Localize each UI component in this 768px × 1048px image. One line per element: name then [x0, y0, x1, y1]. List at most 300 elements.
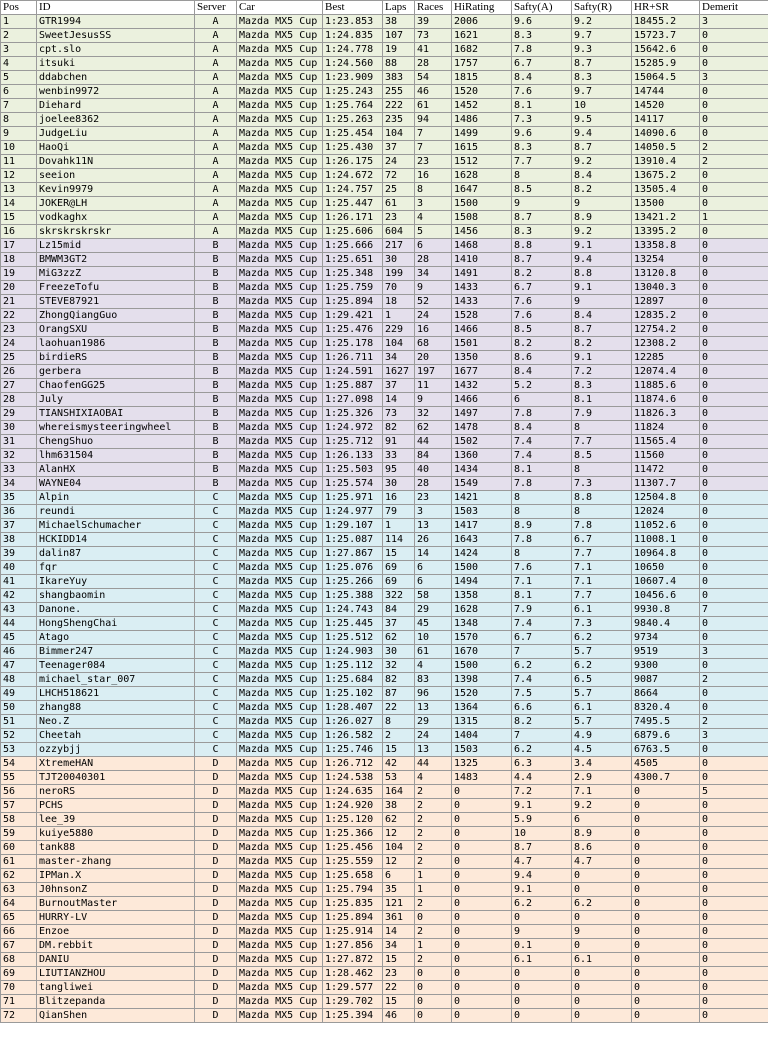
cell-car: Mazda MX5 Cup	[237, 351, 323, 365]
cell-hirating: 1500	[452, 561, 512, 575]
cell-hr-sr: 0	[632, 925, 700, 939]
cell-best: 1:26.027	[323, 715, 383, 729]
cell-id: HaoQi	[37, 141, 195, 155]
cell-safty-a: 8	[512, 491, 572, 505]
cell-demerit: 0	[700, 939, 768, 953]
table-row	[1, 477, 768, 491]
cell-best: 1:25.445	[323, 617, 383, 631]
cell-id: JOKER@LH	[37, 197, 195, 211]
cell-id: ZhongQiangGuo	[37, 309, 195, 323]
cell-safty-r: 7.1	[572, 785, 632, 799]
cell-hirating: 1432	[452, 379, 512, 393]
cell-pos: 41	[1, 575, 37, 589]
cell-demerit: 0	[700, 953, 768, 967]
cell-safty-r: 5.7	[572, 645, 632, 659]
cell-safty-r: 0	[572, 911, 632, 925]
cell-server: C	[195, 561, 237, 575]
cell-demerit: 0	[700, 561, 768, 575]
cell-id: MiG3zzZ	[37, 267, 195, 281]
cell-safty-a: 6.2	[512, 743, 572, 757]
cell-pos: 29	[1, 407, 37, 421]
cell-server: B	[195, 239, 237, 253]
cell-laps: 22	[383, 701, 415, 715]
table-row	[1, 155, 768, 169]
cell-safty-r: 6.2	[572, 897, 632, 911]
cell-hr-sr: 15642.6	[632, 43, 700, 57]
cell-hirating: 1364	[452, 701, 512, 715]
cell-laps: 383	[383, 71, 415, 85]
cell-car: Mazda MX5 Cup	[237, 561, 323, 575]
cell-safty-a: 7.9	[512, 603, 572, 617]
cell-server: B	[195, 281, 237, 295]
table-row	[1, 127, 768, 141]
cell-laps: 91	[383, 435, 415, 449]
cell-races: 6	[415, 561, 452, 575]
cell-hirating: 1647	[452, 183, 512, 197]
table-row	[1, 841, 768, 855]
cell-hirating: 1628	[452, 169, 512, 183]
cell-pos: 33	[1, 463, 37, 477]
cell-hirating: 1499	[452, 127, 512, 141]
cell-races: 44	[415, 435, 452, 449]
table-row	[1, 799, 768, 813]
cell-laps: 25	[383, 183, 415, 197]
cell-car: Mazda MX5 Cup	[237, 491, 323, 505]
cell-best: 1:25.764	[323, 99, 383, 113]
cell-best: 1:25.476	[323, 323, 383, 337]
cell-laps: 104	[383, 337, 415, 351]
cell-car: Mazda MX5 Cup	[237, 967, 323, 981]
cell-demerit: 0	[700, 309, 768, 323]
cell-pos: 10	[1, 141, 37, 155]
cell-hirating: 1815	[452, 71, 512, 85]
cell-safty-a: 8.7	[512, 841, 572, 855]
cell-id: XtremeHAN	[37, 757, 195, 771]
cell-hr-sr: 11874.6	[632, 393, 700, 407]
cell-hirating: 0	[452, 841, 512, 855]
cell-server: D	[195, 827, 237, 841]
cell-races: 1	[415, 939, 452, 953]
cell-safty-a: 6.3	[512, 757, 572, 771]
column-header-best: Best	[323, 1, 383, 15]
cell-hirating: 0	[452, 813, 512, 827]
cell-car: Mazda MX5 Cup	[237, 687, 323, 701]
cell-demerit: 0	[700, 239, 768, 253]
cell-hirating: 1350	[452, 351, 512, 365]
cell-safty-r: 8.8	[572, 491, 632, 505]
cell-pos: 54	[1, 757, 37, 771]
cell-demerit: 0	[700, 435, 768, 449]
cell-laps: 88	[383, 57, 415, 71]
cell-races: 8	[415, 183, 452, 197]
cell-safty-a: 9.1	[512, 883, 572, 897]
cell-safty-a: 8.2	[512, 337, 572, 351]
cell-best: 1:24.635	[323, 785, 383, 799]
cell-safty-r: 6.1	[572, 701, 632, 715]
cell-server: D	[195, 799, 237, 813]
cell-car: Mazda MX5 Cup	[237, 813, 323, 827]
cell-best: 1:26.133	[323, 449, 383, 463]
cell-car: Mazda MX5 Cup	[237, 15, 323, 29]
table-row	[1, 827, 768, 841]
cell-safty-r: 5.7	[572, 715, 632, 729]
cell-server: A	[195, 211, 237, 225]
cell-best: 1:25.651	[323, 253, 383, 267]
cell-best: 1:23.853	[323, 15, 383, 29]
cell-demerit: 0	[700, 197, 768, 211]
cell-races: 73	[415, 29, 452, 43]
cell-pos: 53	[1, 743, 37, 757]
cell-safty-a: 8.1	[512, 589, 572, 603]
cell-safty-a: 8.4	[512, 421, 572, 435]
cell-best: 1:25.887	[323, 379, 383, 393]
cell-demerit: 0	[700, 533, 768, 547]
cell-hr-sr: 11885.6	[632, 379, 700, 393]
cell-races: 29	[415, 715, 452, 729]
cell-races: 13	[415, 743, 452, 757]
cell-safty-r: 9.2	[572, 155, 632, 169]
cell-laps: 82	[383, 421, 415, 435]
cell-pos: 8	[1, 113, 37, 127]
cell-best: 1:25.120	[323, 813, 383, 827]
cell-races: 2	[415, 785, 452, 799]
cell-car: Mazda MX5 Cup	[237, 449, 323, 463]
cell-server: A	[195, 197, 237, 211]
cell-races: 9	[415, 281, 452, 295]
cell-demerit: 2	[700, 715, 768, 729]
cell-safty-r: 9	[572, 925, 632, 939]
cell-safty-a: 7.6	[512, 295, 572, 309]
cell-id: LHCH518621	[37, 687, 195, 701]
cell-best: 1:25.658	[323, 869, 383, 883]
cell-car: Mazda MX5 Cup	[237, 841, 323, 855]
cell-hirating: 1434	[452, 463, 512, 477]
table-row	[1, 365, 768, 379]
cell-server: A	[195, 183, 237, 197]
cell-safty-a: 8.4	[512, 71, 572, 85]
table-row	[1, 533, 768, 547]
cell-safty-r: 8.7	[572, 57, 632, 71]
cell-id: DM.rebbit	[37, 939, 195, 953]
table-row	[1, 715, 768, 729]
cell-best: 1:24.972	[323, 421, 383, 435]
cell-pos: 47	[1, 659, 37, 673]
cell-demerit: 0	[700, 393, 768, 407]
cell-pos: 42	[1, 589, 37, 603]
table-row	[1, 855, 768, 869]
table-row	[1, 323, 768, 337]
cell-hirating: 1508	[452, 211, 512, 225]
cell-pos: 1	[1, 15, 37, 29]
cell-hr-sr: 11307.7	[632, 477, 700, 491]
cell-server: C	[195, 603, 237, 617]
cell-server: D	[195, 771, 237, 785]
cell-id: HCKIDD14	[37, 533, 195, 547]
cell-demerit: 2	[700, 673, 768, 687]
cell-laps: 12	[383, 855, 415, 869]
cell-pos: 16	[1, 225, 37, 239]
cell-laps: 38	[383, 799, 415, 813]
cell-best: 1:23.909	[323, 71, 383, 85]
cell-laps: 15	[383, 743, 415, 757]
cell-server: C	[195, 589, 237, 603]
cell-hirating: 1528	[452, 309, 512, 323]
cell-id: OrangSXU	[37, 323, 195, 337]
cell-car: Mazda MX5 Cup	[237, 771, 323, 785]
table-row	[1, 995, 768, 1009]
cell-pos: 43	[1, 603, 37, 617]
cell-car: Mazda MX5 Cup	[237, 29, 323, 43]
cell-id: STEVE87921	[37, 295, 195, 309]
cell-car: Mazda MX5 Cup	[237, 435, 323, 449]
cell-best: 1:29.107	[323, 519, 383, 533]
cell-safty-r: 9.2	[572, 225, 632, 239]
table-row	[1, 547, 768, 561]
cell-car: Mazda MX5 Cup	[237, 743, 323, 757]
cell-hr-sr: 13120.8	[632, 267, 700, 281]
cell-races: 34	[415, 267, 452, 281]
cell-hr-sr: 0	[632, 967, 700, 981]
cell-hirating: 1670	[452, 645, 512, 659]
cell-races: 24	[415, 309, 452, 323]
cell-safty-r: 9	[572, 295, 632, 309]
cell-best: 1:25.503	[323, 463, 383, 477]
cell-best: 1:28.462	[323, 967, 383, 981]
cell-safty-a: 8.3	[512, 225, 572, 239]
cell-id: lhm631504	[37, 449, 195, 463]
cell-pos: 48	[1, 673, 37, 687]
cell-pos: 24	[1, 337, 37, 351]
cell-server: A	[195, 127, 237, 141]
cell-server: B	[195, 477, 237, 491]
cell-safty-r: 7.7	[572, 589, 632, 603]
cell-laps: 35	[383, 883, 415, 897]
column-header-id: ID	[37, 1, 195, 15]
cell-safty-r: 7.3	[572, 477, 632, 491]
cell-hr-sr: 13254	[632, 253, 700, 267]
cell-best: 1:27.872	[323, 953, 383, 967]
cell-car: Mazda MX5 Cup	[237, 1009, 323, 1023]
cell-car: Mazda MX5 Cup	[237, 155, 323, 169]
cell-pos: 4	[1, 57, 37, 71]
cell-safty-a: 8	[512, 169, 572, 183]
cell-laps: 1	[383, 519, 415, 533]
cell-demerit: 0	[700, 127, 768, 141]
cell-races: 32	[415, 407, 452, 421]
cell-pos: 17	[1, 239, 37, 253]
cell-server: D	[195, 939, 237, 953]
cell-pos: 70	[1, 981, 37, 995]
cell-pos: 72	[1, 1009, 37, 1023]
cell-hirating: 1549	[452, 477, 512, 491]
cell-pos: 39	[1, 547, 37, 561]
cell-races: 24	[415, 729, 452, 743]
cell-races: 94	[415, 113, 452, 127]
cell-demerit: 0	[700, 267, 768, 281]
cell-safty-a: 7.8	[512, 43, 572, 57]
cell-id: master-zhang	[37, 855, 195, 869]
cell-pos: 66	[1, 925, 37, 939]
cell-races: 1	[415, 869, 452, 883]
cell-hirating: 1325	[452, 757, 512, 771]
cell-hr-sr: 12835.2	[632, 309, 700, 323]
cell-safty-a: 7.4	[512, 435, 572, 449]
cell-hr-sr: 9840.4	[632, 617, 700, 631]
cell-laps: 62	[383, 813, 415, 827]
table-row	[1, 407, 768, 421]
cell-hr-sr: 9519	[632, 645, 700, 659]
table-row	[1, 253, 768, 267]
cell-server: A	[195, 29, 237, 43]
cell-laps: 79	[383, 505, 415, 519]
cell-races: 96	[415, 687, 452, 701]
cell-pos: 3	[1, 43, 37, 57]
cell-server: A	[195, 155, 237, 169]
cell-safty-a: 6.2	[512, 897, 572, 911]
cell-server: C	[195, 729, 237, 743]
cell-best: 1:29.421	[323, 309, 383, 323]
cell-races: 2	[415, 827, 452, 841]
cell-best: 1:25.712	[323, 435, 383, 449]
cell-hirating: 0	[452, 925, 512, 939]
cell-demerit: 0	[700, 841, 768, 855]
cell-demerit: 1	[700, 211, 768, 225]
cell-laps: 30	[383, 477, 415, 491]
cell-demerit: 0	[700, 407, 768, 421]
cell-laps: 70	[383, 281, 415, 295]
cell-id: QianShen	[37, 1009, 195, 1023]
cell-id: Alpin	[37, 491, 195, 505]
cell-hirating: 1424	[452, 547, 512, 561]
cell-safty-a: 8.3	[512, 141, 572, 155]
cell-races: 40	[415, 463, 452, 477]
cell-car: Mazda MX5 Cup	[237, 799, 323, 813]
cell-best: 1:24.538	[323, 771, 383, 785]
cell-demerit: 0	[700, 687, 768, 701]
cell-hirating: 1433	[452, 281, 512, 295]
cell-server: C	[195, 533, 237, 547]
cell-safty-a: 6.6	[512, 701, 572, 715]
cell-car: Mazda MX5 Cup	[237, 85, 323, 99]
cell-demerit: 0	[700, 463, 768, 477]
cell-demerit: 0	[700, 491, 768, 505]
cell-id: whereismysteeringwheel	[37, 421, 195, 435]
cell-safty-r: 6.5	[572, 673, 632, 687]
cell-races: 28	[415, 253, 452, 267]
cell-safty-a: 6	[512, 393, 572, 407]
table-row	[1, 463, 768, 477]
cell-hr-sr: 0	[632, 981, 700, 995]
cell-safty-r: 8.5	[572, 449, 632, 463]
cell-server: A	[195, 141, 237, 155]
cell-races: 52	[415, 295, 452, 309]
cell-races: 4	[415, 659, 452, 673]
cell-safty-a: 9	[512, 197, 572, 211]
cell-pos: 6	[1, 85, 37, 99]
cell-demerit: 3	[700, 15, 768, 29]
cell-best: 1:28.407	[323, 701, 383, 715]
cell-server: B	[195, 379, 237, 393]
cell-hirating: 1468	[452, 239, 512, 253]
cell-laps: 34	[383, 351, 415, 365]
cell-best: 1:25.971	[323, 491, 383, 505]
cell-best: 1:25.574	[323, 477, 383, 491]
cell-laps: 22	[383, 981, 415, 995]
cell-hr-sr: 4300.7	[632, 771, 700, 785]
cell-car: Mazda MX5 Cup	[237, 71, 323, 85]
cell-server: D	[195, 869, 237, 883]
table-body	[1, 15, 768, 1023]
cell-id: Bimmer247	[37, 645, 195, 659]
cell-hr-sr: 0	[632, 785, 700, 799]
cell-hirating: 1570	[452, 631, 512, 645]
cell-hirating: 1503	[452, 505, 512, 519]
cell-car: Mazda MX5 Cup	[237, 673, 323, 687]
table-row	[1, 491, 768, 505]
cell-races: 2	[415, 897, 452, 911]
cell-id: neroRS	[37, 785, 195, 799]
cell-id: TJT20040301	[37, 771, 195, 785]
cell-hr-sr: 14050.5	[632, 141, 700, 155]
table-row	[1, 113, 768, 127]
cell-pos: 5	[1, 71, 37, 85]
cell-car: Mazda MX5 Cup	[237, 757, 323, 771]
cell-laps: 15	[383, 953, 415, 967]
cell-safty-a: 4.7	[512, 855, 572, 869]
cell-safty-r: 8.9	[572, 827, 632, 841]
cell-races: 13	[415, 519, 452, 533]
cell-id: zhang88	[37, 701, 195, 715]
cell-safty-r: 6.1	[572, 953, 632, 967]
cell-car: Mazda MX5 Cup	[237, 533, 323, 547]
cell-id: SweetJesusSS	[37, 29, 195, 43]
table-row	[1, 673, 768, 687]
cell-id: shangbaomin	[37, 589, 195, 603]
cell-laps: 14	[383, 925, 415, 939]
cell-laps: 1627	[383, 365, 415, 379]
cell-id: J0hnsonZ	[37, 883, 195, 897]
table-row	[1, 169, 768, 183]
cell-id: Teenager084	[37, 659, 195, 673]
cell-server: D	[195, 925, 237, 939]
cell-server: C	[195, 631, 237, 645]
cell-safty-a: 7.8	[512, 407, 572, 421]
cell-id: tangliwei	[37, 981, 195, 995]
cell-hirating: 0	[452, 869, 512, 883]
table-row	[1, 435, 768, 449]
table-row	[1, 911, 768, 925]
cell-laps: 46	[383, 1009, 415, 1023]
cell-safty-a: 0	[512, 995, 572, 1009]
cell-hirating: 1520	[452, 687, 512, 701]
table-row	[1, 281, 768, 295]
cell-laps: 73	[383, 407, 415, 421]
cell-safty-r: 8.2	[572, 337, 632, 351]
cell-races: 4	[415, 211, 452, 225]
cell-races: 2	[415, 925, 452, 939]
cell-id: ddabchen	[37, 71, 195, 85]
cell-demerit: 0	[700, 337, 768, 351]
cell-hirating: 0	[452, 939, 512, 953]
cell-races: 58	[415, 589, 452, 603]
cell-safty-r: 9.4	[572, 253, 632, 267]
cell-hr-sr: 15064.5	[632, 71, 700, 85]
cell-hirating: 1491	[452, 267, 512, 281]
column-header-laps: Laps	[383, 1, 415, 15]
cell-id: kuiye5880	[37, 827, 195, 841]
table-row	[1, 99, 768, 113]
table-row	[1, 29, 768, 43]
